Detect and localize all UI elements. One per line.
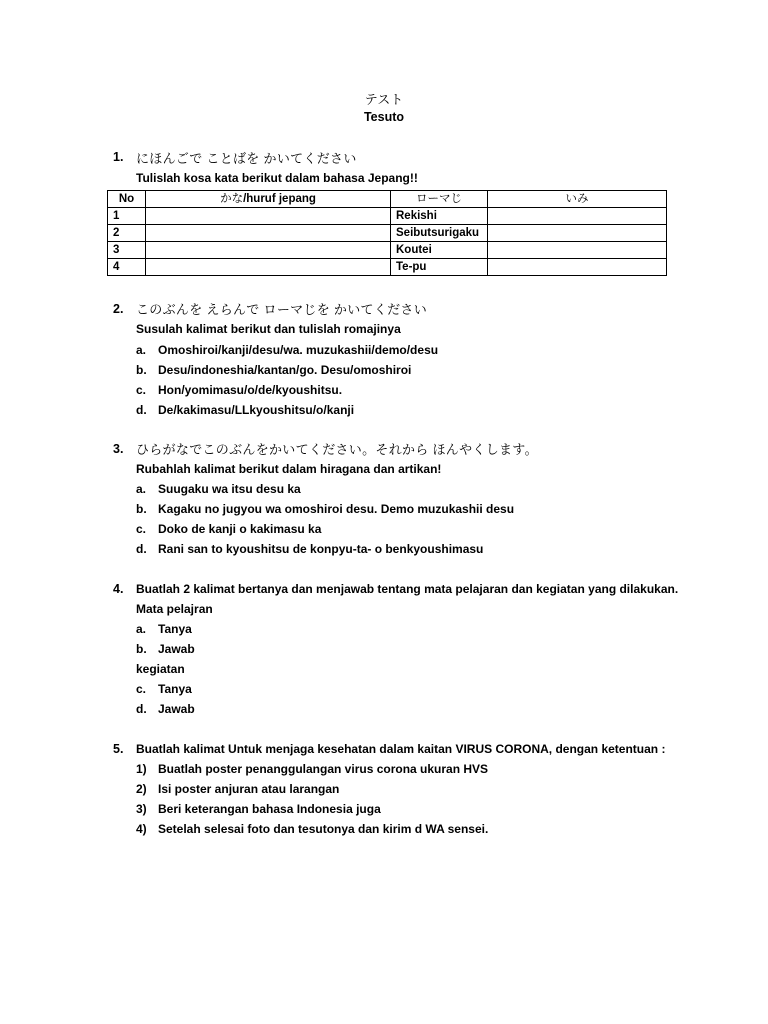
q2-instruction: Susulah kalimat berikut dan tulislah romajinya — [136, 322, 401, 336]
q2-number: 2. — [113, 302, 124, 316]
item-marker: c. — [136, 383, 147, 397]
row-romaji: Seibutsurigaku — [391, 225, 488, 242]
list-item — [136, 383, 342, 397]
row-kana-cell — [146, 259, 391, 276]
item-marker: c. — [136, 682, 147, 696]
item-marker: 2) — [136, 782, 147, 796]
item-text: Jawab — [158, 642, 195, 656]
table-row — [108, 259, 667, 276]
q4-group2-label: kegiatan — [136, 662, 185, 676]
q1-instruction: Tulislah kosa kata berikut dalam bahasa Jepang!! — [136, 171, 418, 185]
item-text: Tanya — [158, 622, 192, 636]
row-imi-cell — [488, 225, 667, 242]
table-row — [108, 208, 667, 225]
q4-number: 4. — [113, 582, 124, 596]
item-marker: b. — [136, 363, 147, 377]
list-item — [136, 682, 192, 696]
list-item — [136, 622, 192, 636]
list-item — [136, 343, 438, 357]
row-no: 3 — [108, 242, 146, 259]
row-kana-cell — [146, 208, 391, 225]
table-header-row — [108, 191, 667, 208]
item-text: Desu/indoneshia/kantan/go. Desu/omoshiroi — [158, 363, 412, 377]
list-item — [136, 502, 514, 516]
row-no: 1 — [108, 208, 146, 225]
header-kana-jp: かな — [220, 193, 244, 205]
item-marker: 4) — [136, 822, 147, 836]
item-marker: d. — [136, 702, 147, 716]
item-text: Isi poster anjuran atau larangan — [158, 782, 340, 796]
q5-instruction: Buatlah kalimat Untuk menjaga kesehatan dalam kaitan VIRUS CORONA, dengan ketentuan : — [136, 742, 666, 756]
item-marker: a. — [136, 343, 147, 357]
list-item — [136, 762, 488, 776]
row-imi-cell — [488, 242, 667, 259]
item-marker: b. — [136, 642, 147, 656]
q3-number: 3. — [113, 442, 124, 456]
row-romaji: Te-pu — [391, 259, 488, 276]
item-text: Doko de kanji o kakimasu ka — [158, 522, 322, 536]
list-item — [136, 403, 354, 417]
title-romaji: Tesuto — [363, 110, 405, 124]
list-item — [136, 542, 483, 556]
item-text: Beri keterangan bahasa Indonesia juga — [158, 802, 381, 816]
table-row — [108, 242, 667, 259]
title-japanese: テスト — [364, 92, 404, 107]
item-marker: a. — [136, 622, 147, 636]
q2-japanese: このぶんを えらんで ローマじを かいてください — [136, 302, 428, 317]
q5-number: 5. — [113, 742, 124, 756]
q3-instruction: Rubahlah kalimat berikut dalam hiragana dan artikan! — [136, 462, 442, 476]
item-marker: 1) — [136, 762, 147, 776]
row-kana-cell — [146, 242, 391, 259]
header-no: No — [108, 191, 146, 208]
item-text: Buatlah poster penanggulangan virus corona ukuran HVS — [158, 762, 489, 776]
row-no: 2 — [108, 225, 146, 242]
header-imi: いみ — [488, 191, 667, 208]
item-marker: d. — [136, 542, 147, 556]
row-imi-cell — [488, 259, 667, 276]
row-romaji: Rekishi — [391, 208, 488, 225]
list-item — [136, 802, 381, 816]
q4-group1-label: Mata pelajran — [136, 602, 213, 616]
vocabulary-table — [107, 190, 667, 276]
list-item — [136, 482, 301, 496]
item-text: Kagaku no jugyou wa omoshiroi desu. Demo muzukashii desu — [158, 502, 515, 516]
item-text: Jawab — [158, 702, 195, 716]
q3-japanese: ひらがなでこのぶんをかいてください。それから ほんやくします。 — [136, 442, 538, 457]
q4-instruction: Buatlah 2 kalimat bertanya dan menjawab tentang mata pelajaran dan kegiatan yang dilakukan. — [136, 582, 679, 596]
header-kana-id: /huruf jepang — [243, 193, 316, 205]
item-text: Rani san to kyoushitsu de konpyu-ta- o benkyoushimasu — [158, 542, 484, 556]
list-item — [136, 642, 195, 656]
row-kana-cell — [146, 225, 391, 242]
item-text: Suugaku wa itsu desu ka — [158, 482, 301, 496]
header-romaji: ローマじ — [391, 191, 488, 208]
q1-japanese: にほんごで ことばを かいてください — [136, 151, 357, 166]
item-text: Hon/yomimasu/o/de/kyoushitsu. — [158, 383, 343, 397]
item-text: Omoshiroi/kanji/desu/wa. muzukashii/demo/desu — [158, 343, 439, 357]
row-imi-cell — [488, 208, 667, 225]
q1-number: 1. — [113, 150, 124, 164]
list-item — [136, 782, 339, 796]
item-marker: 3) — [136, 802, 147, 816]
table-row — [108, 225, 667, 242]
item-text: Tanya — [158, 682, 192, 696]
item-text: Setelah selesai foto dan tesutonya dan kirim d WA sensei. — [158, 822, 489, 836]
item-marker: a. — [136, 482, 147, 496]
list-item — [136, 822, 488, 836]
list-item — [136, 522, 321, 536]
header-kana — [146, 191, 391, 208]
row-romaji: Koutei — [391, 242, 488, 259]
item-marker: b. — [136, 502, 147, 516]
list-item — [136, 702, 195, 716]
row-no: 4 — [108, 259, 146, 276]
item-text: De/kakimasu/LLkyoushitsu/o/kanji — [158, 403, 355, 417]
item-marker: d. — [136, 403, 147, 417]
item-marker: c. — [136, 522, 147, 536]
list-item — [136, 363, 411, 377]
